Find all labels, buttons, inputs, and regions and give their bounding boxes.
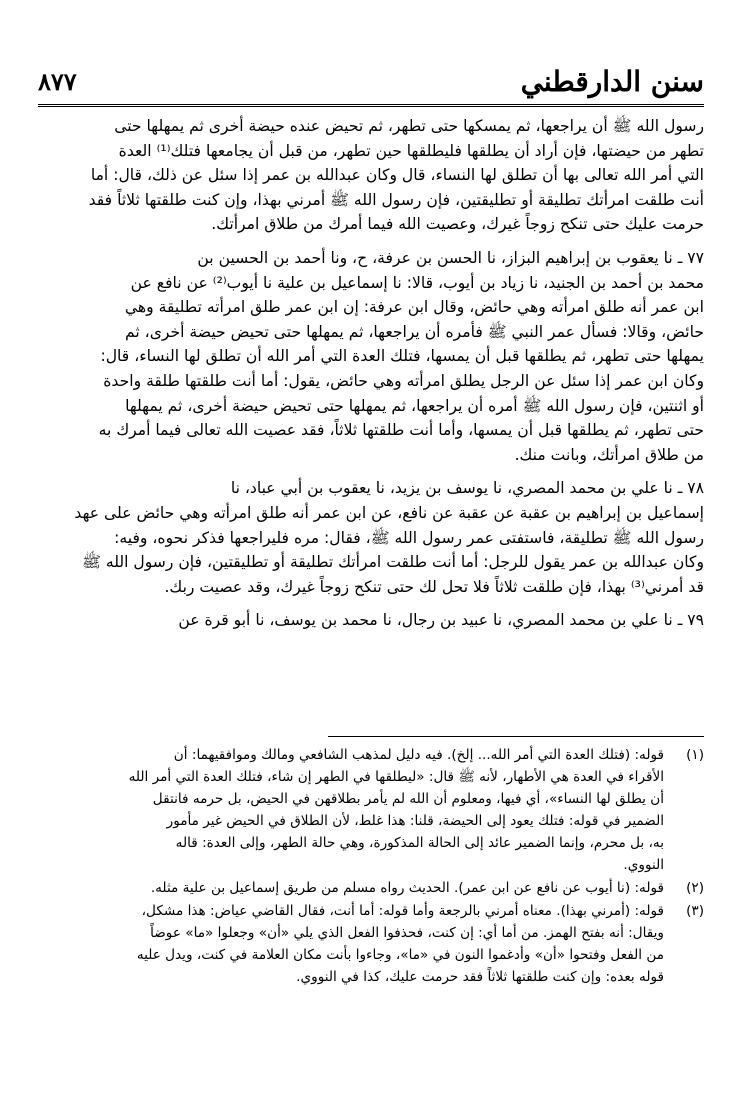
footnote-number: (١) (686, 747, 704, 763)
continuation-paragraph (38, 114, 704, 237)
text-line: قوله: (فتلك العدة التي أمر الله... إلخ). فيه دليل لمذهب الشافعي ومالك وموافقيهما: أن (173, 747, 664, 763)
text-line: حتى تطهر، ثم يطلقها قبل أن يمسها، وأما أنت طلقتها ثلاثاً، فقد عصيت الله تعالى فيما أمرك به (98, 421, 704, 440)
text-line: إسماعيل بن إبراهيم بن عقبة عن عقبة عن نافع، عن ابن عمر أنه طلق امرأته وهي حائض على عهد (74, 503, 704, 522)
text-line: ابن عمر أنه طلق امرأته وهي حائض، وقال ابن عرفة: إن ابن عمر طلق امرأته تطليقة وهي (124, 298, 704, 317)
text-line: به، بل محرم، وإنما الضمير عائد إلى الحالة المذكورة، وهي حالة الطهر، وإلى العدة: قاله (175, 835, 664, 851)
page-header (38, 62, 704, 102)
text-line: ٧٩ ـ نا علي بن محمد المصري، نا عبيد بن رجال، نا محمد بن يوسف، نا أبو قرة عن (178, 611, 704, 630)
text-line: أن يطلق لها النساء»، أي فيها، ومعلوم أن الله لم يأمر بطلاقهن في الحيض، بل حرمه فانتقل (152, 791, 664, 807)
text-line: ويقال: أنه بفتح الهمز. من أما أي: إن كنت، فحذفوا الفعل الذي يلي «أن» وجعلوا «ما» عوضاً (150, 925, 664, 941)
text-line: محمد بن أحمد بن الجنيد، نا زياد بن أيوب، قالا: نا إسماعيل بن علية نا أيوب⁽²⁾ عن نافع عن (130, 273, 704, 292)
hadith-78 (38, 476, 704, 599)
hadith-79 (38, 608, 704, 633)
footnote-text (38, 744, 664, 876)
text-line: رسول الله ﷺ تطليقة، فاستفتى عمر رسول الله ﷺ، فقال: مره فليراجعها فذكر نحوه، وفيه: (114, 528, 704, 547)
text-line: حرمت عليك حتى تنكح زوجاً غيرك، وعصيت الله فيما أمرك من طلاق امرأتك. (211, 215, 704, 234)
footnote-divider (328, 736, 704, 737)
text-line: رسول الله ﷺ أن يراجعها، ثم يمسكها حتى تطهر، ثم تحيض عنده حيضة أخرى ثم يمهلها حتى (114, 117, 704, 135)
text-line: يمهلها حتى تطهر، ثم يطلقها قبل أن يمسها، فتلك العدة التي أمر الله أن تطلق لها النساء، قال: (100, 347, 704, 366)
text-line: وكان ابن عمر إذا سئل عن الرجل يطلق امرأته وهي حائض، يقول: أما أنت طلقتها طلقة واحدة (103, 371, 704, 390)
text-line: من طلاق امرأتك، وبانت منك. (514, 445, 704, 464)
text-line: الأقراء في العدة هي الأطهار، لأنه ﷺ قال: «ليطلقها في الطهر إن شاء، فتلك العدة التي أمر الله (128, 769, 664, 785)
text-line: قوله بعده: وإن كنت طلقتها ثلاثاً فقد حرمت عليك، كذا في النووي. (296, 969, 664, 985)
text-line: النووي. (623, 857, 664, 873)
text-line: ٧٧ ـ نا يعقوب بن إبراهيم البزاز، نا الحسن بن عرفة، ح، ونا أحمد بن الحسين بن (197, 248, 704, 267)
footnotes (38, 744, 704, 989)
text-line: قد أمرني⁽³⁾ بهذا، فإن طلقت ثلاثاً فلا تحل لك حتى تنكح زوجاً غيرك، وقد عصيت ربك. (164, 577, 704, 596)
text-line: حائض، وقالا: فسأل عمر النبي ﷺ فأمره أن يراجعها، ثم يمهلها حتى تحيض حيضة أخرى، ثم (124, 322, 704, 341)
text-line: التي أمر الله تعالى بها أن تطلق لها النساء، قال وكان عبدالله بن عمر إذا سئل عن ذلك، قال: أما (90, 166, 704, 185)
footnote-number: (٢) (686, 880, 704, 896)
footnote-number: (٣) (686, 903, 704, 919)
text-line: الضمير في قوله: فتلك يعود إلى الحيضة، قلنا: هذا غلط، لأن الطلاق في الحيض غير مأمور (166, 813, 664, 829)
text-line: أو اثنتين، فإن رسول الله ﷺ أمره أن يراجعها، ثم يمهلها حتى تحيض حيضة أخرى، ثم يمهلها (125, 396, 704, 415)
main-text (38, 114, 704, 633)
header-divider (38, 104, 704, 107)
footnote-text (38, 900, 664, 988)
text-line: قوله: (نا أيوب عن نافع عن ابن عمر). الحديث رواه مسلم من طريق إسماعيل بن علية مثله. (150, 880, 664, 896)
book-title: سنن الدارقطني (520, 65, 704, 98)
text-line: أنت طلقت امرأتك تطليقة أو تطليقتين، فإن رسول الله ﷺ أمرني بهذا، وإن كنت طلقتها ثلاثاً فقد (88, 190, 704, 209)
footnote-1 (38, 744, 704, 876)
page-number: ٨٧٧ (38, 67, 77, 96)
text-line: ٧٨ ـ نا علي بن محمد المصري، نا يوسف بن يزيد، نا يعقوب بن أبي عباد، نا (230, 479, 704, 498)
hadith-77 (38, 246, 704, 467)
footnote-text (38, 877, 664, 899)
footnote-2 (38, 877, 704, 899)
text-line: من الفعل وفتحوا «أن» وأدغموا النون في «ما»، وجاءوا بأنت مكان العلامة في كنت، ويدل عليه (136, 947, 664, 963)
text-line: قوله: (أمرني بهذا). معناه أمرني بالرجعة وأما قوله: أما أنت، فقال القاضي عياض: هذا مشكل، (141, 903, 664, 919)
text-line: وكان عبدالله بن عمر يقول للرجل: أما أنت طلقت امرأتك تطليقة أو تطليقتين، فإن رسول الله ﷺ (82, 553, 704, 572)
text-line: تطهر من حيضتها، فإن أراد أن يطلقها فليطلقها حين تطهر، من قبل أن يجامعها فتلك⁽¹⁾ العدة (118, 141, 704, 160)
footnote-3 (38, 900, 704, 988)
